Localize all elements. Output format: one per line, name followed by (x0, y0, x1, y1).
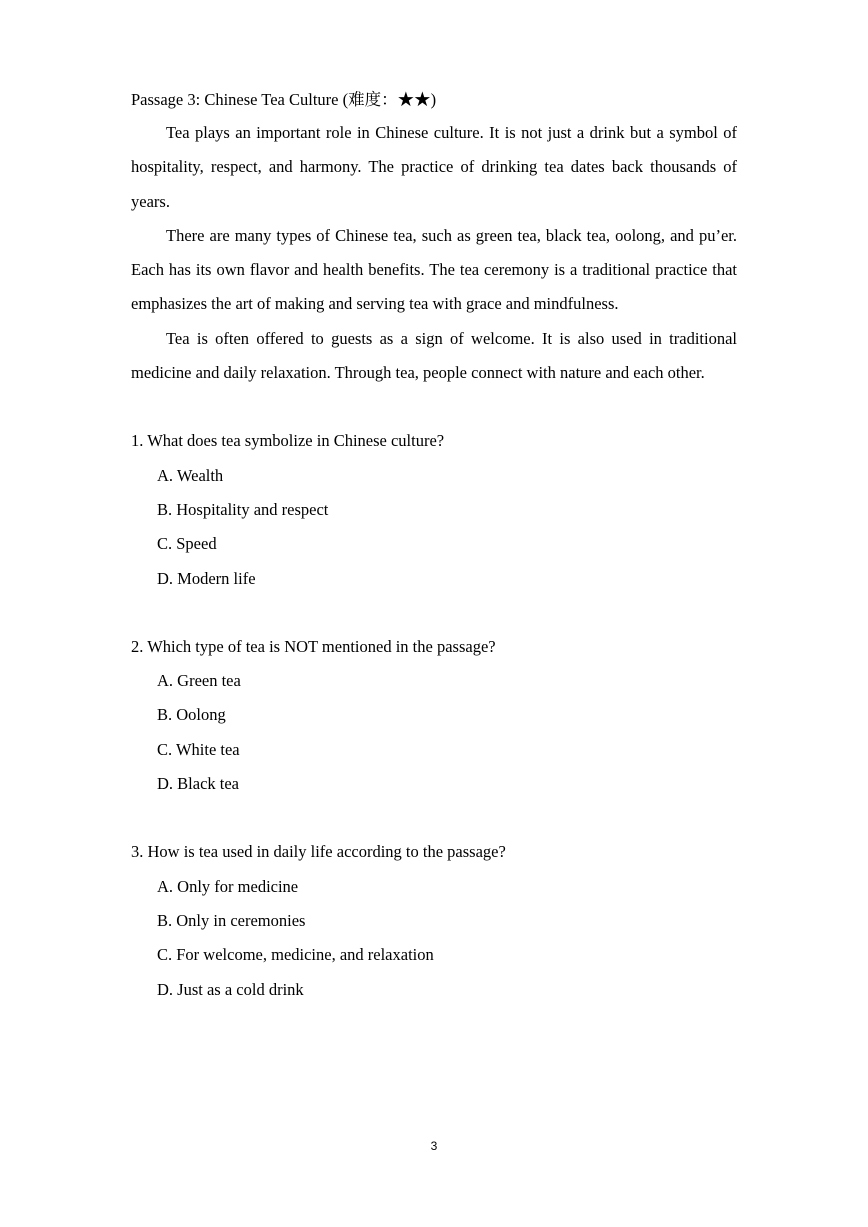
spacer (131, 596, 737, 630)
passage-paragraph: Tea is often offered to guests as a sign of welcome. It is also used in traditional medicine and daily relaxation. Through tea, people connect with nature and each other. (131, 328, 737, 383)
answer-option: A. Green tea (157, 671, 241, 691)
question-text: 2. Which type of tea is NOT mentioned in the passage? (131, 636, 496, 656)
passage-paragraph: There are many types of Chinese tea, such as green tea, black tea, oolong, and pu’er. Each has its own flavor and health benefits. The tea ceremony is a traditional practice that emphasizes the art of making and serving tea with grace and mindfulness. (131, 225, 737, 314)
answer-option: A. Wealth (157, 465, 224, 485)
page-number: 3 (430, 1139, 438, 1153)
answer-option: A. Only for medicine (157, 876, 299, 896)
question-block (131, 424, 737, 595)
answer-option: C. Speed (157, 534, 217, 554)
question-block (131, 835, 737, 1006)
answer-option: D. Modern life (157, 568, 256, 588)
spacer (131, 390, 737, 424)
question-text: 3. How is tea used in daily life according to the passage? (131, 842, 506, 862)
answer-option: B. Only in ceremonies (157, 910, 306, 930)
answer-option: C. For welcome, medicine, and relaxation (157, 945, 434, 965)
question-text: 1. What does tea symbolize in Chinese culture? (131, 431, 445, 451)
answer-option: C. White tea (157, 739, 240, 759)
answer-option: D. Black tea (157, 774, 240, 794)
question-block (131, 630, 737, 801)
passage-paragraph: Tea plays an important role in Chinese culture. It is not just a drink but a symbol of hospitality, respect, and harmony. The practice of drinking tea dates back thousands of years. (131, 123, 737, 211)
answer-option: D. Just as a cold drink (157, 979, 304, 999)
answer-option: B. Hospitality and respect (157, 499, 329, 519)
passage-title: Passage 3: Chinese Tea Culture (难度：★★) (131, 90, 437, 109)
page-content (131, 86, 737, 1007)
answer-option: B. Oolong (157, 705, 226, 725)
spacer (131, 801, 737, 835)
